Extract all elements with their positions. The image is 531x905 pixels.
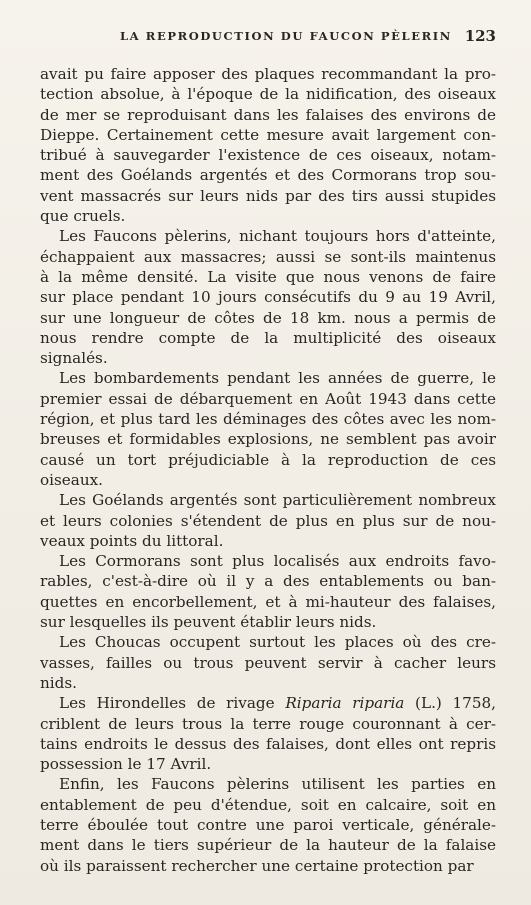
text-line: vasses, failles ou trous peuvent servir à cacher leurs xyxy=(40,653,496,672)
paragraph xyxy=(40,226,496,368)
text-line: Les Cormorans sont plus localisés aux endroits favo- xyxy=(59,552,496,571)
paragraph xyxy=(40,551,496,632)
text-line: quettes en encorbellement, et à mi-hauteur des falaises, xyxy=(40,592,496,611)
text-line: signalés. xyxy=(40,349,108,368)
text-line: où ils paraissent rechercher une certaine protection par xyxy=(40,856,474,875)
text-line: et leurs colonies s'étendent de plus en plus sur de nou- xyxy=(40,511,496,530)
text-line: nous rendre compte de la multiplicité des oiseaux xyxy=(40,328,496,347)
text-line: tains endroits le dessus des falaises, dont elles ont repris xyxy=(40,734,496,753)
text-line: breuses et formidables explosions, ne semblent pas avoir xyxy=(40,430,496,449)
text-line: sur lesquelles ils peuvent établir leurs nids. xyxy=(40,613,377,632)
species-name: Riparia riparia xyxy=(285,694,405,713)
text-line: que cruels. xyxy=(40,207,126,226)
text-line: ment dans le tiers supérieur de la hauteur de la falaise xyxy=(40,836,496,855)
text-line: Les Faucons pèlerins, nichant toujours hors d'atteinte, xyxy=(59,227,496,246)
text-line: entablement de peu d'étendue, soit en calcaire, soit en xyxy=(40,795,496,814)
paragraph xyxy=(40,774,496,875)
running-title: LA REPRODUCTION DU FAUCON PÈLERIN xyxy=(120,29,452,43)
text-line: Dieppe. Certainement cette mesure avait largement con- xyxy=(40,125,496,144)
text-line: nids. xyxy=(40,673,77,692)
text-line: vent massacrés sur leurs nids par des tirs aussi stupides xyxy=(40,186,496,205)
text-line: tection absolue, à l'époque de la nidification, des oiseaux xyxy=(40,85,496,104)
paragraph xyxy=(40,64,496,226)
text-line: premier essai de débarquement en Août 1943 dans cette xyxy=(40,389,496,408)
text-line: criblent de leurs trous la terre rouge couronnant à cer- xyxy=(40,714,496,733)
text-line: sur place pendant 10 jours consécutifs du 9 au 19 Avril, xyxy=(40,288,496,307)
text-line: Enfin, les Faucons pèlerins utilisent les parties en xyxy=(59,775,496,794)
text-line: de mer se reproduisant dans les falaises des environs de xyxy=(40,105,496,124)
text-line: rables, c'est-à-dire où il y a des entablements ou ban- xyxy=(40,572,496,591)
text-line: à la même densité. La visite que nous venons de faire xyxy=(40,267,496,286)
paragraph xyxy=(40,490,496,551)
text-line: veaux points du littoral. xyxy=(40,531,224,550)
paragraph xyxy=(40,632,496,693)
text-line: région, et plus tard les déminages des côtes avec les nom- xyxy=(40,410,496,429)
text-line: avait pu faire apposer des plaques recommandant la pro- xyxy=(40,65,496,83)
paragraph xyxy=(40,368,496,490)
text-line: échappaient aux massacres; aussi se sont-ils maintenus xyxy=(40,247,496,266)
page-number: 123 xyxy=(464,27,496,45)
body-text xyxy=(40,64,496,876)
text-line: causé un tort préjudiciable à la reproduction de ces xyxy=(40,450,496,469)
text-line: Les Goélands argentés sont particulièrement nombreux xyxy=(59,491,496,510)
page-header xyxy=(40,27,496,49)
text-line: ment des Goélands argentés et des Cormorans trop sou- xyxy=(40,166,496,185)
text-line: Les bombardements pendant les années de guerre, le xyxy=(59,369,496,388)
paragraph xyxy=(40,693,496,774)
text-line: Les Hirondelles de rivage Riparia riparia (L.) 1758, xyxy=(59,694,496,713)
text-line: possession le 17 Avril. xyxy=(40,755,212,774)
text-line: tribué à sauvegarder l'existence de ces oiseaux, notam- xyxy=(40,146,496,165)
text-line: Les Choucas occupent surtout les places où des cre- xyxy=(59,633,496,652)
text-line: terre éboulée tout contre une paroi verticale, générale- xyxy=(40,815,496,834)
text-line: oiseaux. xyxy=(40,470,104,489)
text-line: sur une longueur de côtes de 18 km. nous a permis de xyxy=(40,308,496,327)
